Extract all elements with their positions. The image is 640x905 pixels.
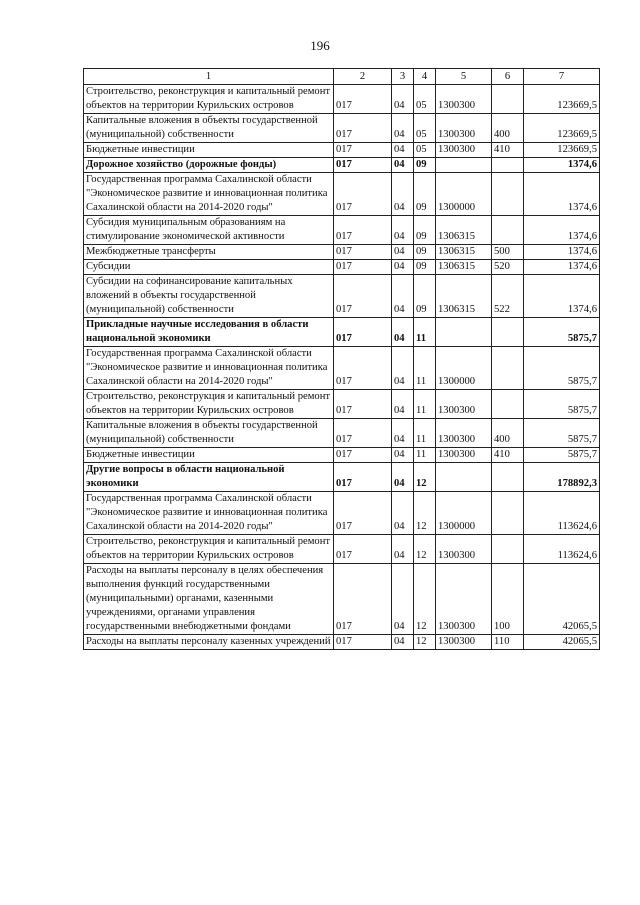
row-subsection-code: 12 [414, 463, 436, 492]
row-expense-type-code: 410 [492, 143, 524, 158]
row-section-code: 04 [392, 216, 414, 245]
row-name-cell: Расходы на выплаты персоналу в целях обеспечения выполнения функций государственными (муниципальными) органами, казенными учреждениями, органами управления государственными внебюджетными фондами [84, 564, 334, 635]
row-expense-type-code: 100 [492, 564, 524, 635]
row-amount: 42065,5 [524, 564, 600, 635]
row-section-code: 04 [392, 245, 414, 260]
table-row [84, 448, 600, 463]
row-name-cell: Бюджетные инвестиции [84, 448, 334, 463]
row-section-code: 04 [392, 85, 414, 114]
row-section-code: 04 [392, 463, 414, 492]
row-ministry-code: 017 [334, 419, 392, 448]
row-amount: 5875,7 [524, 419, 600, 448]
row-name-cell: Расходы на выплаты персоналу казенных учреждений [84, 635, 334, 650]
row-expense-type-code [492, 85, 524, 114]
row-ministry-code: 017 [334, 318, 392, 347]
row-expense-type-code [492, 158, 524, 173]
row-name-cell: Государственная программа Сахалинской области "Экономическое развитие и инновационная политика Сахалинской области на 2014-2020 годы" [84, 173, 334, 216]
row-target-code: 1300300 [436, 635, 492, 650]
row-name-cell: Бюджетные инвестиции [84, 143, 334, 158]
row-section-code: 04 [392, 419, 414, 448]
row-name-cell: Субсидии [84, 260, 334, 275]
row-subsection-code: 09 [414, 245, 436, 260]
row-subsection-code: 12 [414, 535, 436, 564]
row-amount: 1374,6 [524, 245, 600, 260]
row-ministry-code: 017 [334, 85, 392, 114]
header-row [84, 69, 600, 85]
row-subsection-code: 12 [414, 635, 436, 650]
row-target-code [436, 318, 492, 347]
table-row [84, 347, 600, 390]
row-subsection-code: 05 [414, 85, 436, 114]
row-expense-type-code: 410 [492, 448, 524, 463]
row-target-code: 1300300 [436, 390, 492, 419]
row-target-code: 1300300 [436, 143, 492, 158]
row-expense-type-code: 110 [492, 635, 524, 650]
row-ministry-code: 017 [334, 535, 392, 564]
row-target-code: 1300300 [436, 85, 492, 114]
row-ministry-code: 017 [334, 275, 392, 318]
table-row [84, 535, 600, 564]
row-subsection-code: 12 [414, 564, 436, 635]
row-subsection-code: 11 [414, 419, 436, 448]
row-amount: 123669,5 [524, 85, 600, 114]
row-ministry-code: 017 [334, 245, 392, 260]
table-row [84, 85, 600, 114]
row-section-code: 04 [392, 492, 414, 535]
column-header: 1 [84, 69, 334, 85]
row-section-code: 04 [392, 635, 414, 650]
row-expense-type-code: 400 [492, 419, 524, 448]
row-section-code: 04 [392, 275, 414, 318]
row-target-code: 1300000 [436, 347, 492, 390]
row-name-cell: Прикладные научные исследования в области национальной экономики [84, 318, 334, 347]
column-header: 7 [524, 69, 600, 85]
row-name-cell: Государственная программа Сахалинской области "Экономическое развитие и инновационная политика Сахалинской области на 2014-2020 годы" [84, 347, 334, 390]
row-ministry-code: 017 [334, 260, 392, 275]
column-header: 2 [334, 69, 392, 85]
row-name-cell: Субсидия муниципальным образованиям на стимулирование экономической активности [84, 216, 334, 245]
row-subsection-code: 05 [414, 143, 436, 158]
row-expense-type-code [492, 390, 524, 419]
row-amount: 1374,6 [524, 173, 600, 216]
row-expense-type-code [492, 347, 524, 390]
row-name-cell: Строительство, реконструкция и капитальный ремонт объектов на территории Курильских островов [84, 85, 334, 114]
row-amount: 123669,5 [524, 114, 600, 143]
row-expense-type-code [492, 492, 524, 535]
row-target-code: 1300300 [436, 114, 492, 143]
row-subsection-code: 09 [414, 216, 436, 245]
row-name-cell: Капитальные вложения в объекты государственной (муниципальной) собственности [84, 114, 334, 143]
row-target-code: 1306315 [436, 245, 492, 260]
budget-table [83, 68, 600, 650]
row-target-code: 1300300 [436, 564, 492, 635]
row-expense-type-code: 520 [492, 260, 524, 275]
row-ministry-code: 017 [334, 635, 392, 650]
row-section-code: 04 [392, 143, 414, 158]
row-expense-type-code [492, 463, 524, 492]
row-section-code: 04 [392, 173, 414, 216]
row-target-code: 1300300 [436, 448, 492, 463]
row-section-code: 04 [392, 260, 414, 275]
row-amount: 113624,6 [524, 535, 600, 564]
row-expense-type-code: 500 [492, 245, 524, 260]
row-section-code: 04 [392, 390, 414, 419]
row-target-code: 1306315 [436, 216, 492, 245]
row-subsection-code: 11 [414, 347, 436, 390]
row-section-code: 04 [392, 114, 414, 143]
row-name-cell: Субсидии на софинансирование капитальных вложений в объекты государственной (муниципальной) собственности [84, 275, 334, 318]
column-header: 6 [492, 69, 524, 85]
row-expense-type-code: 522 [492, 275, 524, 318]
row-subsection-code: 09 [414, 173, 436, 216]
column-header: 4 [414, 69, 436, 85]
row-amount: 178892,3 [524, 463, 600, 492]
table-row [84, 318, 600, 347]
row-target-code: 1300000 [436, 173, 492, 216]
row-subsection-code: 09 [414, 260, 436, 275]
row-amount: 113624,6 [524, 492, 600, 535]
row-subsection-code: 09 [414, 275, 436, 318]
row-target-code: 1300000 [436, 492, 492, 535]
row-ministry-code: 017 [334, 347, 392, 390]
row-subsection-code: 09 [414, 158, 436, 173]
table-row [84, 275, 600, 318]
row-amount: 5875,7 [524, 390, 600, 419]
row-amount: 1374,6 [524, 260, 600, 275]
table-row [84, 216, 600, 245]
table-row [84, 390, 600, 419]
page-number: 196 [310, 38, 330, 53]
row-name-cell: Строительство, реконструкция и капитальный ремонт объектов на территории Курильских островов [84, 390, 334, 419]
row-ministry-code: 017 [334, 173, 392, 216]
table-row [84, 245, 600, 260]
row-ministry-code: 017 [334, 463, 392, 492]
row-ministry-code: 017 [334, 564, 392, 635]
row-expense-type-code [492, 216, 524, 245]
row-name-cell: Дорожное хозяйство (дорожные фонды) [84, 158, 334, 173]
row-ministry-code: 017 [334, 143, 392, 158]
row-amount: 1374,6 [524, 216, 600, 245]
row-amount: 123669,5 [524, 143, 600, 158]
table-row [84, 173, 600, 216]
row-amount: 5875,7 [524, 347, 600, 390]
row-subsection-code: 11 [414, 318, 436, 347]
row-target-code [436, 463, 492, 492]
row-subsection-code: 11 [414, 448, 436, 463]
row-section-code: 04 [392, 347, 414, 390]
table-row [84, 143, 600, 158]
row-expense-type-code [492, 318, 524, 347]
row-target-code: 1306315 [436, 260, 492, 275]
row-target-code: 1306315 [436, 275, 492, 318]
row-expense-type-code [492, 173, 524, 216]
row-section-code: 04 [392, 158, 414, 173]
row-name-cell: Капитальные вложения в объекты государственной (муниципальной) собственности [84, 419, 334, 448]
row-subsection-code: 11 [414, 390, 436, 419]
row-subsection-code: 05 [414, 114, 436, 143]
row-amount: 42065,5 [524, 635, 600, 650]
row-target-code: 1300300 [436, 419, 492, 448]
row-section-code: 04 [392, 535, 414, 564]
row-section-code: 04 [392, 448, 414, 463]
row-target-code [436, 158, 492, 173]
table-row [84, 260, 600, 275]
column-header: 3 [392, 69, 414, 85]
table-row [84, 463, 600, 492]
table-row [84, 635, 600, 650]
row-ministry-code: 017 [334, 216, 392, 245]
row-amount: 5875,7 [524, 448, 600, 463]
row-section-code: 04 [392, 564, 414, 635]
table-row [84, 114, 600, 143]
row-amount: 1374,6 [524, 275, 600, 318]
row-ministry-code: 017 [334, 114, 392, 143]
row-name-cell: Межбюджетные трансферты [84, 245, 334, 260]
row-target-code: 1300300 [436, 535, 492, 564]
row-subsection-code: 12 [414, 492, 436, 535]
column-header: 5 [436, 69, 492, 85]
row-amount: 1374,6 [524, 158, 600, 173]
row-ministry-code: 017 [334, 390, 392, 419]
row-name-cell: Другие вопросы в области национальной экономики [84, 463, 334, 492]
row-section-code: 04 [392, 318, 414, 347]
row-amount: 5875,7 [524, 318, 600, 347]
row-expense-type-code: 400 [492, 114, 524, 143]
table-row [84, 158, 600, 173]
table-row [84, 492, 600, 535]
row-ministry-code: 017 [334, 158, 392, 173]
row-ministry-code: 017 [334, 448, 392, 463]
row-expense-type-code [492, 535, 524, 564]
row-name-cell: Строительство, реконструкция и капитальный ремонт объектов на территории Курильских островов [84, 535, 334, 564]
table-row [84, 564, 600, 635]
row-ministry-code: 017 [334, 492, 392, 535]
row-name-cell: Государственная программа Сахалинской области "Экономическое развитие и инновационная политика Сахалинской области на 2014-2020 годы" [84, 492, 334, 535]
table-row [84, 419, 600, 448]
